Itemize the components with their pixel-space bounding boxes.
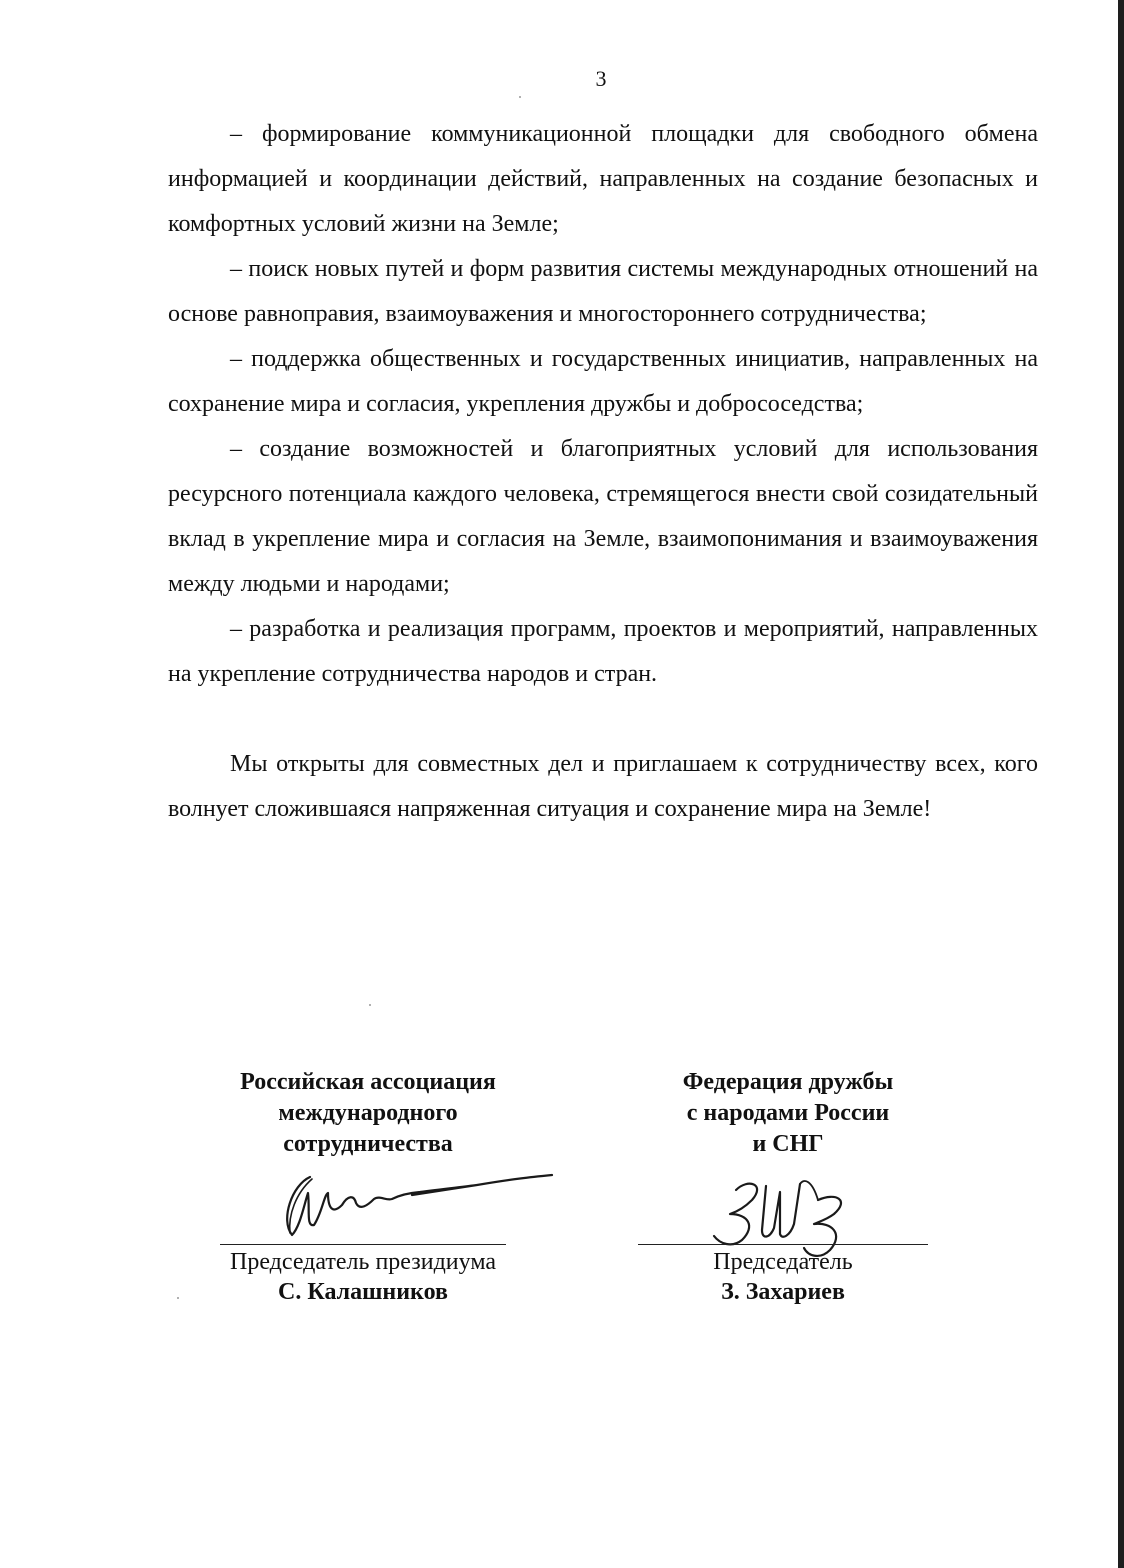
signatory-role: Председатель [713, 1249, 853, 1275]
list-item: – поиск новых путей и форм развития системы международных отношений на основе равноправия, взаимоуважения и многостороннего сотрудничества; [168, 256, 1038, 327]
list-item: – создание возможностей и благоприятных условий для использования ресурсного потенциала каждого человека, стремящегося внести свой созидательный вклад в укрепление мира и согласия на Земле, взаимопонимания и взаимоуважения между людьми и народами; [168, 436, 1038, 597]
scan-speck [519, 96, 521, 98]
closing-paragraph: Мы открыты для совместных дел и приглашаем к сотрудничеству всех, кого волнует сложившаяся напряженная ситуация и сохранение мира на Земле! [168, 751, 1038, 822]
org-line: сотрудничества [283, 1131, 453, 1157]
org-line: и СНГ [752, 1131, 824, 1157]
signature-left [262, 1165, 562, 1245]
signatory-right-details [618, 1247, 948, 1307]
scan-speck [177, 1297, 179, 1299]
signatory-name: З. Захариев [721, 1279, 845, 1305]
org-line: Федерация дружбы [682, 1069, 894, 1095]
signatory-name: С. Калашников [278, 1279, 448, 1305]
page-number: 3 [595, 66, 607, 91]
org-line: международного [278, 1100, 458, 1126]
signature-line-right [638, 1244, 928, 1245]
list-item: – разработка и реализация программ, проектов и мероприятий, направленных на укрепление сотрудничества народов и стран. [168, 616, 1038, 687]
org-line: с народами России [686, 1100, 890, 1126]
signatory-left-details [188, 1247, 538, 1307]
body-text [168, 112, 1038, 832]
scan-speck [369, 1004, 371, 1006]
list-item: – поддержка общественных и государственных инициатив, направленных на сохранение мира и согласия, укрепления дружбы и добрососедства; [168, 346, 1038, 417]
signatory-left-org [198, 1067, 538, 1160]
org-line: Российская ассоциация [240, 1069, 496, 1095]
signatory-right-org [618, 1067, 958, 1160]
list-item: – формирование коммуникационной площадки для свободного обмена информацией и координации действий, направленных на создание безопасных и комфортных условий жизни на Земле; [168, 121, 1038, 237]
signature-line-left [220, 1244, 506, 1245]
signatory-role: Председатель президиума [230, 1249, 496, 1275]
